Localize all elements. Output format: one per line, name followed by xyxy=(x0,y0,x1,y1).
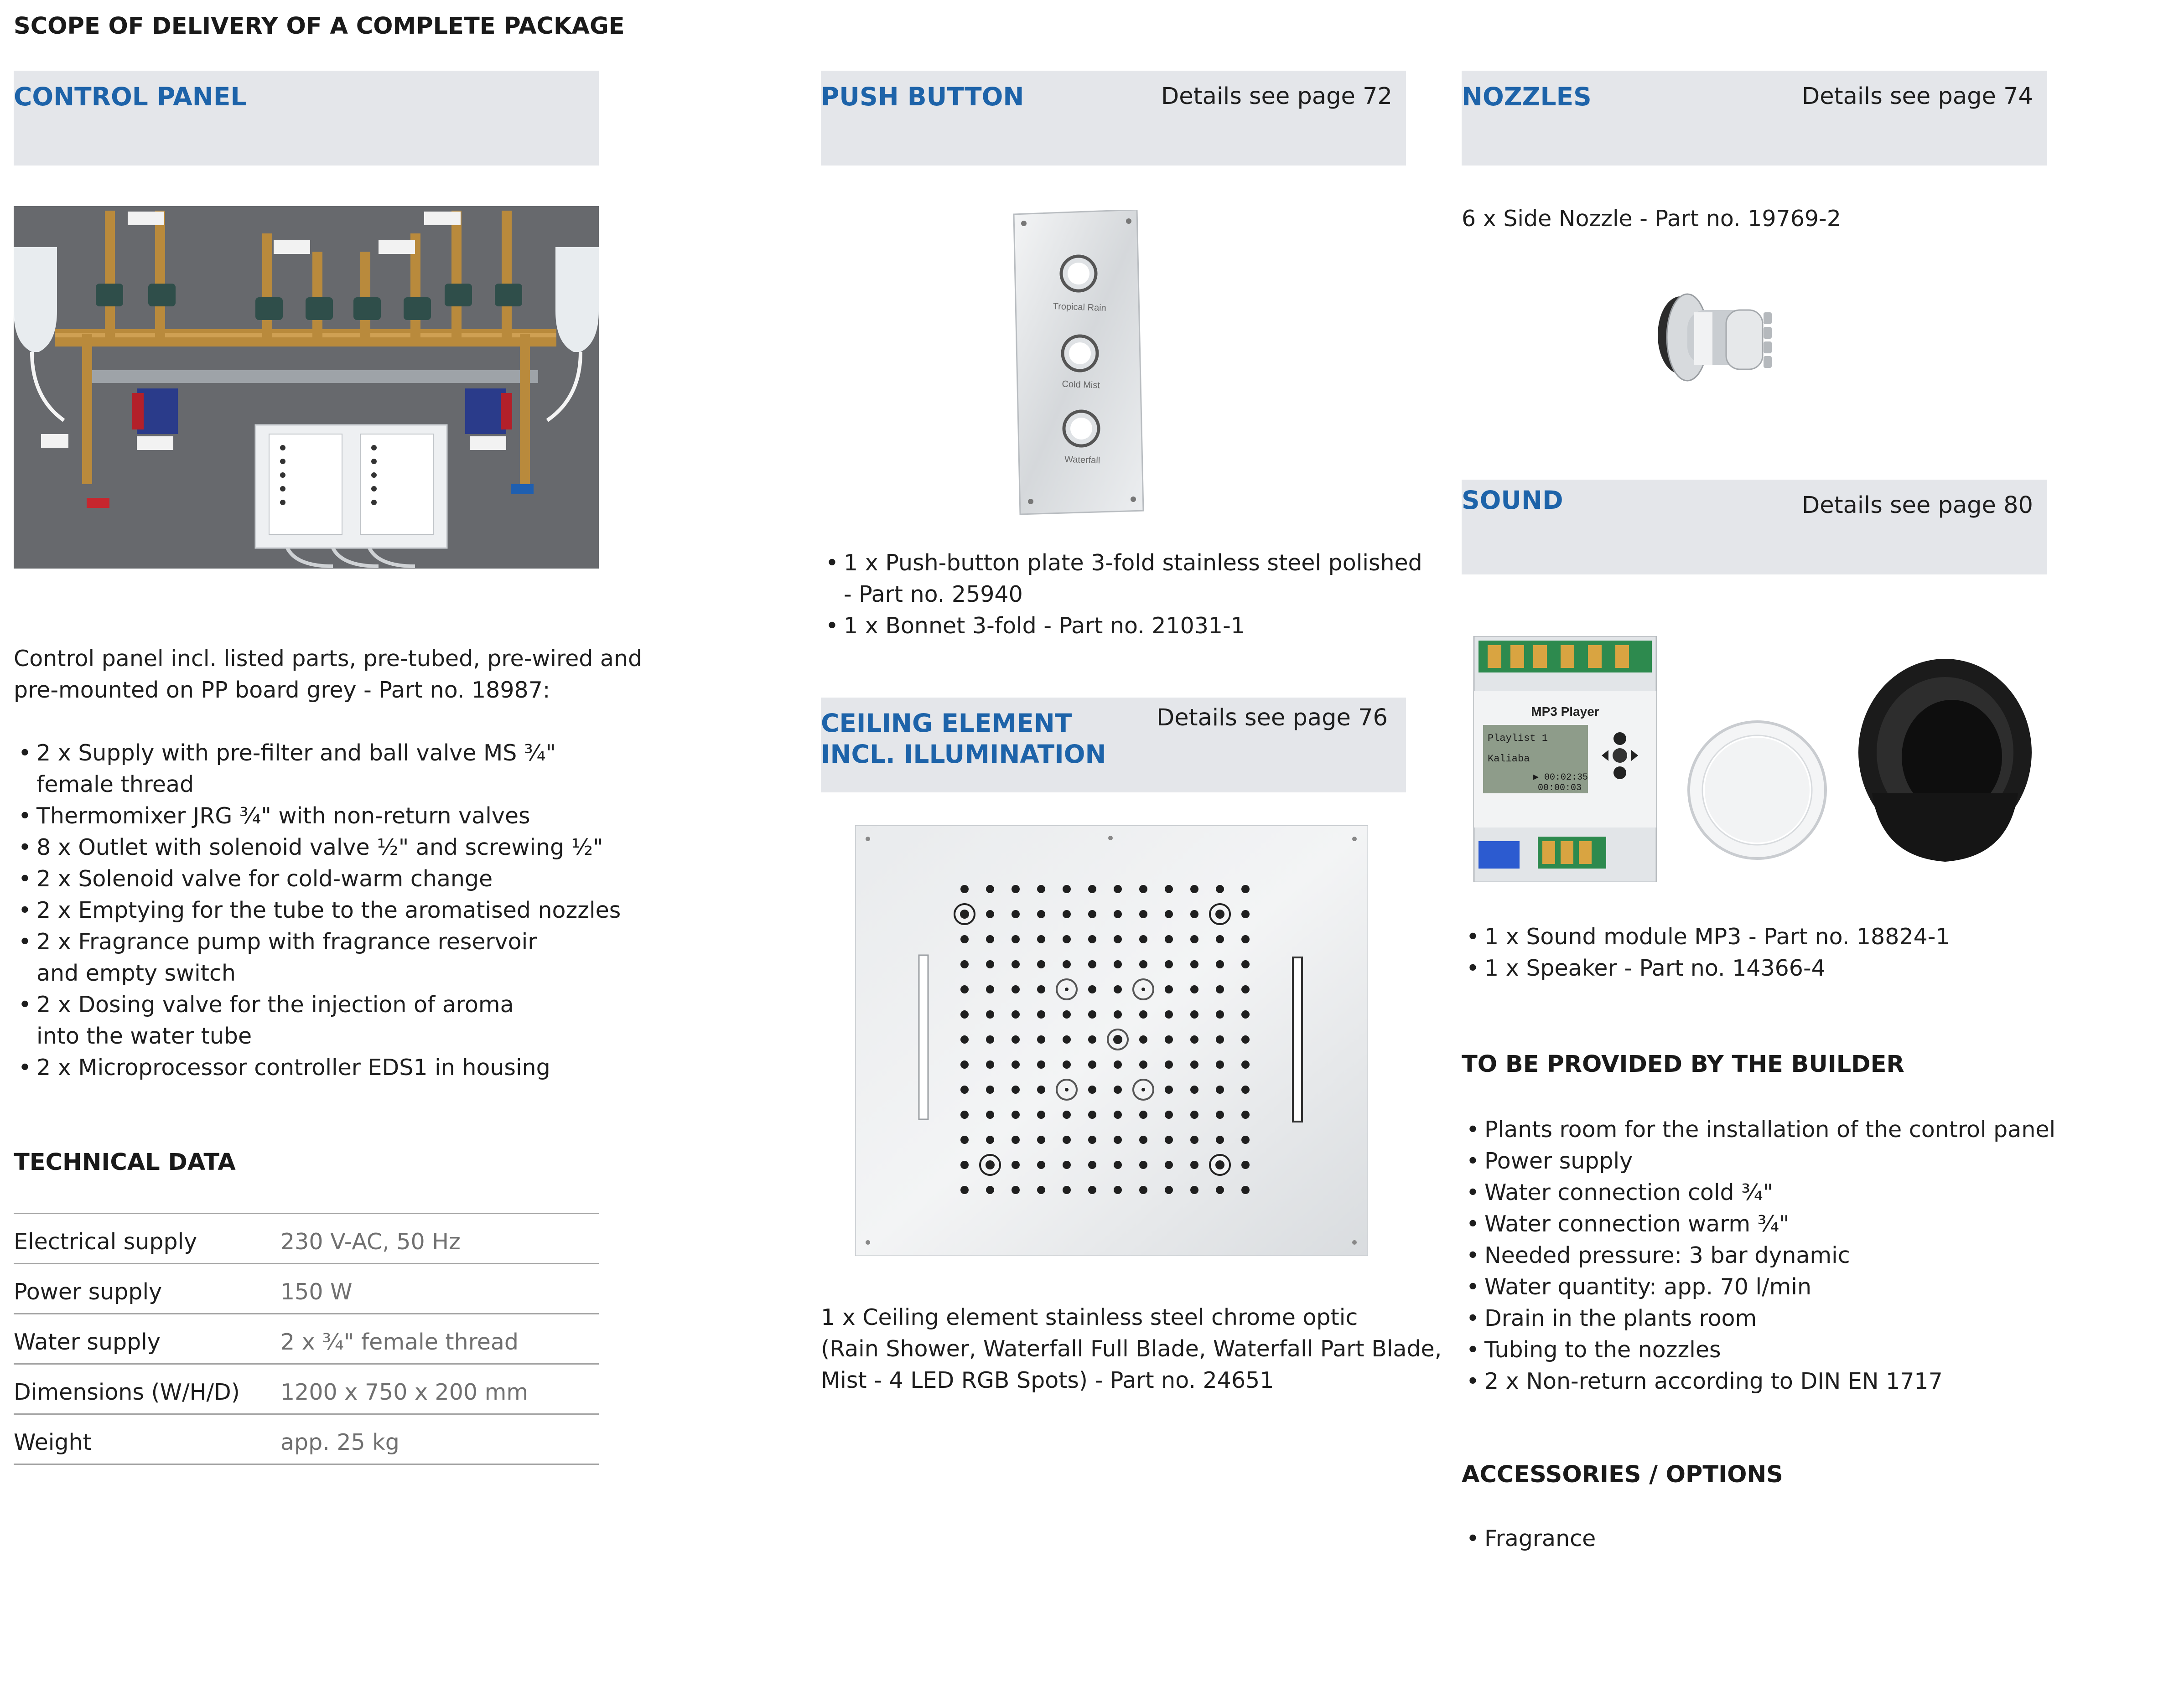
nozzle-dot xyxy=(1139,960,1147,968)
nozzle-dot xyxy=(1216,1136,1224,1144)
nozzle-dot xyxy=(1139,910,1147,918)
nozzle-dot xyxy=(1037,1086,1045,1094)
nozzle-dot xyxy=(1012,1136,1020,1144)
nozzle-dot xyxy=(1241,1086,1250,1094)
list-item: • 1 x Speaker - Part no. 14366-4 xyxy=(1462,952,1950,984)
ceiling-description xyxy=(821,1302,1442,1396)
nozzle-dot xyxy=(1165,1161,1173,1169)
builder-title: TO BE PROVIDED BY THE BUILDER xyxy=(1462,1051,1904,1078)
list-item: • Thermomixer JRG ¾" with non-return valves xyxy=(14,800,621,832)
nozzle-dot xyxy=(1037,885,1045,893)
push-button-plate-image xyxy=(1010,210,1147,515)
nozzle-dot xyxy=(986,960,994,968)
nozzle-dot xyxy=(1114,1111,1122,1119)
side-nozzle-image xyxy=(1644,285,1808,394)
nozzle-dot xyxy=(1088,985,1096,993)
technical-data-title: TECHNICAL DATA xyxy=(14,1149,236,1176)
list-item: • 2 x Fragrance pump with fragrance reservoir and empty switch xyxy=(14,926,621,989)
nozzle-dot xyxy=(1165,1086,1173,1094)
nozzle-dot xyxy=(1190,885,1198,893)
nozzle-dot xyxy=(986,1086,994,1094)
nozzle-dot xyxy=(1165,1010,1173,1019)
list-item: • 2 x Microprocessor controller EDS1 in housing xyxy=(14,1052,621,1083)
nozzle-dot xyxy=(1190,1111,1198,1119)
nozzles-header xyxy=(1462,71,2047,166)
led-spot xyxy=(1065,1088,1069,1091)
list-item: • 8 x Outlet with solenoid valve ½" and screwing ½" xyxy=(14,832,621,863)
sound-title: SOUND xyxy=(1462,486,1563,515)
push-button-title: PUSH BUTTON xyxy=(821,82,1024,111)
nozzle-dot xyxy=(1216,1086,1224,1094)
nozzle-dot xyxy=(986,1111,994,1119)
intro-line: pre-mounted on PP board grey - Part no. 18987: xyxy=(14,677,550,703)
nozzle-dot xyxy=(1190,910,1198,918)
nozzle-dot xyxy=(960,1086,969,1094)
list-item: • Water connection cold ¾" xyxy=(1462,1177,2055,1208)
led-spot xyxy=(1141,1088,1145,1091)
nozzle-dot xyxy=(1114,1060,1122,1069)
table-row: Power supply 150 W xyxy=(14,1264,599,1314)
nozzle-dot xyxy=(1114,1161,1122,1169)
nozzle-dot xyxy=(1063,960,1071,968)
nozzle-dot xyxy=(1114,910,1122,918)
nozzle-dot xyxy=(1114,985,1122,993)
technical-data-table xyxy=(14,1213,599,1465)
nozzle-dot xyxy=(1037,1111,1045,1119)
nozzle-dot xyxy=(1165,935,1173,943)
nozzle-dot xyxy=(1165,1111,1173,1119)
builder-list xyxy=(1462,1114,2055,1397)
led-spot xyxy=(986,1160,995,1169)
nozzle-dot xyxy=(1088,910,1096,918)
push-button-details: Details see page 72 xyxy=(1161,83,1392,110)
sound-header xyxy=(1462,480,2047,574)
table-row: Weight app. 25 kg xyxy=(14,1414,599,1464)
sound-module-image xyxy=(1469,636,1661,882)
description-line: 1 x Ceiling element stainless steel chrome optic xyxy=(821,1304,1358,1330)
screen-line: Playlist 1 xyxy=(1488,733,1548,744)
nozzle-dot xyxy=(1063,885,1071,893)
nozzle-dot xyxy=(1165,985,1173,993)
list-item: • Water connection warm ¾" xyxy=(1462,1208,2055,1240)
list-item: • 2 x Non-return according to DIN EN 1717 xyxy=(1462,1365,2055,1397)
nozzle-dot xyxy=(1165,960,1173,968)
nozzle-dot xyxy=(1165,885,1173,893)
table-row: Dimensions (W/H/D) 1200 x 750 x 200 mm xyxy=(14,1364,599,1414)
nozzle-dot xyxy=(1037,1035,1045,1044)
nozzle-dot xyxy=(1190,985,1198,993)
nozzle-dot xyxy=(1063,935,1071,943)
led-spot xyxy=(1065,988,1069,991)
nozzle-dot xyxy=(1139,1010,1147,1019)
nozzle-dot xyxy=(1165,1186,1173,1194)
nozzle-dot xyxy=(1216,1186,1224,1194)
nozzle-dot xyxy=(1088,960,1096,968)
nozzle-dot xyxy=(1063,1186,1071,1194)
nozzle-dot xyxy=(1216,985,1224,993)
nozzle-dot xyxy=(1037,960,1045,968)
nozzles-text: 6 x Side Nozzle - Part no. 19769-2 xyxy=(1462,206,1841,232)
nozzle-dot xyxy=(1012,985,1020,993)
nozzle-dot xyxy=(1012,1060,1020,1069)
screen-line: Kaliaba xyxy=(1488,753,1530,765)
nozzle-dot xyxy=(1037,1010,1045,1019)
list-item: • Power supply xyxy=(1462,1145,2055,1177)
nozzle-dot xyxy=(1012,1035,1020,1044)
nozzle-dot xyxy=(1114,1086,1122,1094)
nozzle-dot xyxy=(960,1136,969,1144)
speaker-white-image xyxy=(1686,719,1828,861)
nozzle-dot xyxy=(1190,1161,1198,1169)
nozzle-dot xyxy=(1012,1161,1020,1169)
push-button-header xyxy=(821,71,1406,166)
nozzle-dot xyxy=(986,1060,994,1069)
nozzle-dot xyxy=(1114,1010,1122,1019)
nozzle-dot xyxy=(1063,1060,1071,1069)
nozzle-dot xyxy=(1216,1111,1224,1119)
nozzle-dot xyxy=(1241,1035,1250,1044)
led-spot xyxy=(1141,988,1145,991)
nozzle-dot xyxy=(1063,1136,1071,1144)
nozzle-dot xyxy=(986,1010,994,1019)
nozzle-dot xyxy=(1139,1060,1147,1069)
nozzles-details: Details see page 74 xyxy=(1801,83,2033,110)
nozzle-dot xyxy=(1037,910,1045,918)
nozzle-dot xyxy=(960,1035,969,1044)
control-panel-list xyxy=(14,737,621,1083)
nozzle-dot xyxy=(960,1060,969,1069)
list-item: • Needed pressure: 3 bar dynamic xyxy=(1462,1240,2055,1271)
nozzle-dot xyxy=(1088,885,1096,893)
sound-list xyxy=(1462,921,1950,984)
list-item: • Tubing to the nozzles xyxy=(1462,1334,2055,1365)
nozzle-dot xyxy=(1241,960,1250,968)
nozzle-dot xyxy=(1190,1186,1198,1194)
nozzle-dot xyxy=(1241,1186,1250,1194)
nozzle-dot xyxy=(960,885,969,893)
nozzle-dot xyxy=(1190,1060,1198,1069)
nozzle-dot xyxy=(1012,960,1020,968)
nozzle-dot xyxy=(960,1010,969,1019)
nozzle-dot xyxy=(1241,935,1250,943)
nozzle-dot xyxy=(1012,1186,1020,1194)
ceiling-header xyxy=(821,698,1406,792)
nozzle-dot xyxy=(1114,1186,1122,1194)
list-item: • 1 x Push-button plate 3-fold stainless steel polished - Part no. 25940 xyxy=(821,547,1422,610)
nozzle-dot xyxy=(1241,1060,1250,1069)
list-item: • 1 x Bonnet 3-fold - Part no. 21031-1 xyxy=(821,610,1422,641)
led-spot xyxy=(1215,910,1224,919)
nozzle-dot xyxy=(1216,1010,1224,1019)
nozzle-dot xyxy=(1190,1035,1198,1044)
nozzle-dot xyxy=(986,1186,994,1194)
nozzle-dot xyxy=(1190,1086,1198,1094)
nozzle-dot xyxy=(1088,1035,1096,1044)
nozzle-dot xyxy=(1190,935,1198,943)
nozzle-dot xyxy=(1088,1010,1096,1019)
nozzle-dot xyxy=(1139,1136,1147,1144)
list-item: • 2 x Dosing valve for the injection of aroma into the water tube xyxy=(14,989,621,1052)
nozzle-dot xyxy=(960,985,969,993)
nozzle-dot xyxy=(986,1035,994,1044)
nozzle-dot xyxy=(1165,1060,1173,1069)
plate-label: Waterfall xyxy=(1064,454,1100,466)
nozzle-dot xyxy=(1114,885,1122,893)
led-spot xyxy=(1113,1035,1122,1044)
accessories-list xyxy=(1462,1523,1596,1554)
nozzle-dot xyxy=(1190,960,1198,968)
nozzle-dot xyxy=(986,885,994,893)
nozzle-dot xyxy=(1037,1186,1045,1194)
nozzle-dot xyxy=(1088,935,1096,943)
nozzle-dot xyxy=(1088,1136,1096,1144)
nozzle-dot xyxy=(1139,1186,1147,1194)
control-panel-image xyxy=(14,206,599,569)
nozzle-dot xyxy=(1037,985,1045,993)
ceiling-title: CEILING ELEMENT INCL. ILLUMINATION xyxy=(821,709,1106,769)
nozzle-dot xyxy=(960,1161,969,1169)
description-line: Mist - 4 LED RGB Spots) - Part no. 24651 xyxy=(821,1367,1274,1393)
nozzle-dot xyxy=(960,960,969,968)
nozzle-dot xyxy=(960,1186,969,1194)
nozzle-dot xyxy=(1037,1161,1045,1169)
control-panel-title: CONTROL PANEL xyxy=(14,82,247,111)
list-item: • 2 x Solenoid valve for cold-warm change xyxy=(14,863,621,895)
nozzle-dot xyxy=(986,935,994,943)
control-panel-intro xyxy=(14,643,642,706)
nozzle-dot xyxy=(1012,885,1020,893)
ceiling-element-image xyxy=(855,825,1368,1256)
nozzle-dot xyxy=(1088,1161,1096,1169)
nozzle-dot xyxy=(1063,1161,1071,1169)
nozzle-dot xyxy=(1241,1111,1250,1119)
nozzle-dot xyxy=(960,1111,969,1119)
nozzle-dot xyxy=(1088,1086,1096,1094)
nozzle-dot xyxy=(1241,985,1250,993)
table-row: Electrical supply 230 V-AC, 50 Hz xyxy=(14,1214,599,1264)
nozzle-dot xyxy=(1190,1010,1198,1019)
nozzle-dot xyxy=(1216,935,1224,943)
nozzle-dot xyxy=(1241,1161,1250,1169)
nozzle-dot xyxy=(1012,935,1020,943)
nozzle-dot xyxy=(1216,1060,1224,1069)
nozzle-dot xyxy=(1241,910,1250,918)
push-button-list xyxy=(821,547,1422,641)
page-title: SCOPE OF DELIVERY OF A COMPLETE PACKAGE xyxy=(14,13,625,40)
nozzle-dot xyxy=(1241,1010,1250,1019)
nozzle-dot xyxy=(1037,935,1045,943)
mp3-label: MP3 Player xyxy=(1531,704,1599,719)
nozzle-dot xyxy=(1190,1136,1198,1144)
nozzle-dot xyxy=(1012,910,1020,918)
nozzle-dot xyxy=(1114,935,1122,943)
nozzle-dot xyxy=(1114,960,1122,968)
led-spot xyxy=(960,910,969,919)
nozzle-dot xyxy=(1088,1111,1096,1119)
list-item: • Drain in the plants room xyxy=(1462,1303,2055,1334)
nozzle-dot xyxy=(1216,885,1224,893)
nozzle-dot xyxy=(1139,1161,1147,1169)
ceiling-details: Details see page 76 xyxy=(1156,704,1388,731)
nozzle-dot xyxy=(1139,1111,1147,1119)
nozzle-dot xyxy=(1139,885,1147,893)
nozzle-dot xyxy=(986,910,994,918)
plate-label: Tropical Rain xyxy=(1053,301,1107,314)
nozzle-dot xyxy=(986,985,994,993)
list-item: • 2 x Supply with pre-filter and ball valve MS ¾" female thread xyxy=(14,737,621,800)
intro-line: Control panel incl. listed parts, pre-tubed, pre-wired and xyxy=(14,646,643,672)
nozzle-dot xyxy=(1165,1035,1173,1044)
list-item: • 1 x Sound module MP3 - Part no. 18824-1 xyxy=(1462,921,1950,952)
accessories-title: ACCESSORIES / OPTIONS xyxy=(1462,1461,1783,1488)
nozzle-dot xyxy=(1012,1010,1020,1019)
nozzle-dot xyxy=(960,935,969,943)
nozzle-dot xyxy=(1216,1035,1224,1044)
list-item: • Plants room for the installation of the control panel xyxy=(1462,1114,2055,1145)
nozzle-dot xyxy=(1012,1086,1020,1094)
speaker-black-image xyxy=(1854,657,2036,866)
screen-line: 00:00:03 xyxy=(1538,783,1582,793)
control-panel-header xyxy=(14,71,599,166)
nozzle-dot xyxy=(986,1136,994,1144)
table-row: Water supply 2 x ¾" female thread xyxy=(14,1314,599,1364)
nozzle-dot xyxy=(1216,960,1224,968)
nozzle-dot xyxy=(1165,1136,1173,1144)
description-line: (Rain Shower, Waterfall Full Blade, Waterfall Part Blade, xyxy=(821,1336,1442,1362)
screen-line: ▶ 00:02:35 xyxy=(1533,772,1588,783)
nozzle-dot xyxy=(1037,1060,1045,1069)
nozzle-dot xyxy=(1088,1060,1096,1069)
nozzle-dot xyxy=(1088,1186,1096,1194)
nozzle-dot xyxy=(1241,1136,1250,1144)
list-item: • Fragrance xyxy=(1462,1523,1596,1554)
nozzle-dot xyxy=(1063,910,1071,918)
nozzle-dot xyxy=(1241,885,1250,893)
sound-details: Details see page 80 xyxy=(1801,492,2033,519)
nozzles-title: NOZZLES xyxy=(1462,82,1592,111)
nozzle-dot xyxy=(1165,910,1173,918)
nozzle-dot xyxy=(1139,1035,1147,1044)
nozzle-dot xyxy=(1063,1111,1071,1119)
plate-label: Cold Mist xyxy=(1062,379,1100,391)
nozzle-dot xyxy=(1012,1111,1020,1119)
nozzle-dot xyxy=(1139,935,1147,943)
led-spot xyxy=(1215,1160,1224,1169)
list-item: • Water quantity: app. 70 l/min xyxy=(1462,1271,2055,1303)
nozzle-dot xyxy=(1114,1136,1122,1144)
nozzle-dot xyxy=(1063,1035,1071,1044)
nozzle-dot xyxy=(1063,1010,1071,1019)
list-item: • 2 x Emptying for the tube to the aromatised nozzles xyxy=(14,895,621,926)
nozzle-dot xyxy=(1037,1136,1045,1144)
